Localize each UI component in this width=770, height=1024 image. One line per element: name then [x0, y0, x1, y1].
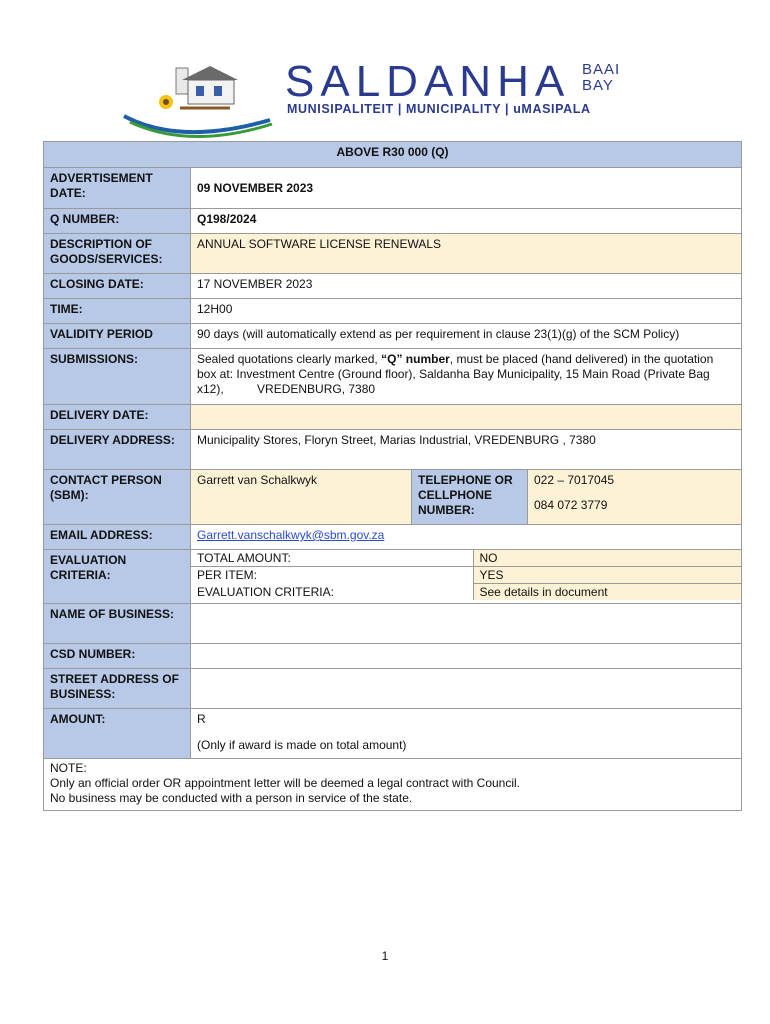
contact-label: CONTACT PERSON (SBM):	[44, 470, 191, 525]
email-row	[44, 525, 742, 550]
evaluation-subtable	[191, 550, 741, 600]
quotation-form-table	[43, 141, 742, 811]
validity-label: VALIDITY PERIOD	[44, 324, 191, 349]
q-number-row	[44, 209, 742, 234]
submissions-text-bold: “Q” number	[381, 352, 450, 366]
time-row	[44, 299, 742, 324]
note-cell	[44, 759, 742, 811]
contact-row	[44, 470, 742, 525]
submissions-label: SUBMISSIONS:	[44, 349, 191, 405]
municipality-logo	[120, 58, 640, 138]
form-title: ABOVE R30 000 (Q)	[44, 142, 742, 168]
telephone-label: TELEPHONE OR CELLPHONE NUMBER:	[412, 470, 528, 525]
logo-emblem-icon	[120, 58, 280, 138]
logo-wordmark: SALDANHA	[285, 57, 571, 106]
amount-label: AMOUNT:	[44, 709, 191, 759]
csd-value	[191, 644, 742, 669]
amount-cell	[191, 709, 742, 759]
submissions-text-pre: Sealed quotations clearly marked,	[197, 352, 382, 366]
q-number-value: Q198/2024	[191, 209, 742, 234]
closing-date-row	[44, 274, 742, 299]
eval-label: PER ITEM:	[191, 567, 473, 584]
description-row	[44, 234, 742, 274]
business-name-label: NAME OF BUSINESS:	[44, 604, 191, 644]
street-address-row	[44, 669, 742, 709]
evaluation-label: EVALUATION CRITERIA:	[44, 550, 191, 604]
delivery-date-row	[44, 405, 742, 430]
eval-row	[191, 550, 741, 567]
amount-value: R	[197, 712, 206, 726]
delivery-date-value	[191, 405, 742, 430]
eval-label: EVALUATION CRITERIA:	[191, 584, 473, 601]
csd-row	[44, 644, 742, 669]
amount-row	[44, 709, 742, 759]
description-label: DESCRIPTION OF GOODS/SERVICES:	[44, 234, 191, 274]
closing-date-value: 17 NOVEMBER 2023	[191, 274, 742, 299]
advertisement-date-row	[44, 168, 742, 209]
note-title: NOTE:	[50, 761, 87, 775]
advertisement-date-label: ADVERTISEMENT DATE:	[44, 168, 191, 209]
description-value: ANNUAL SOFTWARE LICENSE RENEWALS	[191, 234, 742, 274]
email-link[interactable]: Garrett.vanschalkwyk@sbm.gov.za	[197, 528, 385, 542]
evaluation-cell	[191, 550, 742, 604]
eval-row	[191, 584, 741, 601]
delivery-date-label: DELIVERY DATE:	[44, 405, 191, 430]
telephone-value: 022 – 7017045	[534, 473, 615, 487]
logo-baai-bay	[582, 62, 620, 94]
eval-value: NO	[473, 550, 741, 567]
email-label: EMAIL ADDRESS:	[44, 525, 191, 550]
street-address-label: STREET ADDRESS OF BUSINESS:	[44, 669, 191, 709]
street-address-value	[191, 669, 742, 709]
eval-value: YES	[473, 567, 741, 584]
advertisement-date-value: 09 NOVEMBER 2023	[191, 168, 742, 209]
csd-label: CSD NUMBER:	[44, 644, 191, 669]
form-title-row	[44, 142, 742, 168]
note-line: Only an official order OR appointment letter will be deemed a legal contract with Council.	[50, 776, 521, 790]
submissions-text-post: , must be placed (hand delivered) in the quotation box at: Investment Centre (Ground floor), Saldanha Bay Municipality, 15 Main Road (Private Bag x12), VREDENBURG, 7380	[197, 352, 717, 396]
note-line: No business may be conducted with a person in service of the state.	[50, 791, 413, 805]
eval-value: See details in document	[473, 584, 741, 601]
eval-row	[191, 567, 741, 584]
submissions-value	[191, 349, 742, 405]
logo-subtitle: MUNISIPALITEIT | MUNICIPALITY | uMASIPALA	[287, 102, 591, 116]
note-row	[44, 759, 742, 811]
delivery-address-label: DELIVERY ADDRESS:	[44, 430, 191, 470]
amount-note: (Only if award is made on total amount)	[197, 738, 407, 752]
page-number: 1	[381, 949, 389, 963]
q-number-label: Q NUMBER:	[44, 209, 191, 234]
validity-row	[44, 324, 742, 349]
email-cell	[191, 525, 742, 550]
closing-date-label: CLOSING DATE:	[44, 274, 191, 299]
submissions-row	[44, 349, 742, 405]
telephone-values	[528, 470, 742, 525]
logo-baai: BAAI	[582, 61, 621, 78]
time-value: 12H00	[191, 299, 742, 324]
delivery-address-value: Municipality Stores, Floryn Street, Marias Industrial, VREDENBURG , 7380	[191, 430, 742, 470]
logo-bay: BAY	[582, 77, 614, 94]
business-name-row	[44, 604, 742, 644]
business-name-value	[191, 604, 742, 644]
time-label: TIME:	[44, 299, 191, 324]
eval-label: TOTAL AMOUNT:	[191, 550, 473, 567]
validity-value: 90 days (will automatically extend as per requirement in clause 23(1)(g) of the SCM Policy)	[191, 324, 742, 349]
delivery-address-row	[44, 430, 742, 470]
contact-value: Garrett van Schalkwyk	[191, 470, 412, 525]
evaluation-row	[44, 550, 742, 604]
cellphone-value: 084 072 3779	[534, 498, 608, 512]
